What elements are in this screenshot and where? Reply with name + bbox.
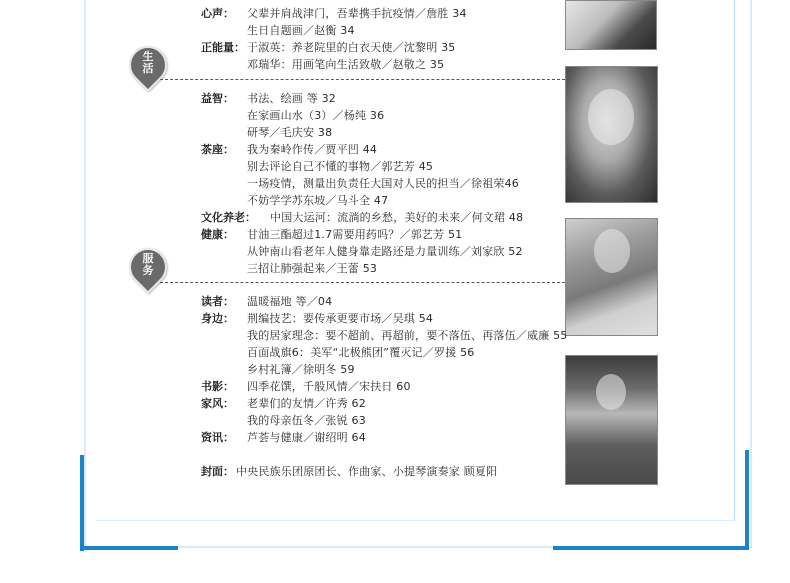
toc-entry[interactable]: 一场疫情，测量出负责任大国对人民的担当／徐祖荣46 (247, 177, 519, 190)
toc-category: 茶座： (201, 143, 234, 156)
toc-entry[interactable]: 中国大运河：流淌的乡愁，美好的未来／何文珺 48 (270, 211, 524, 224)
toc-entry[interactable]: 荆编技艺：要传承更要市场／吴琪 54 (247, 312, 434, 325)
section-divider-service (160, 282, 565, 283)
toc-entry[interactable]: 在家画山水（3）／杨纯 36 (247, 109, 385, 122)
toc-category: 书影： (201, 380, 234, 393)
toc-category: 文化养老： (201, 211, 256, 224)
toc-entry[interactable]: 别去评论自己不懂的事物／郭艺芳 45 (247, 160, 434, 173)
corner-accent-bottom-left (80, 455, 84, 551)
toc-category: 资讯： (201, 431, 234, 444)
cover-caption: 中央民族乐团原团长、作曲家、小提琴演奏家 顾夏阳 (236, 465, 498, 478)
toc-entry[interactable]: 老辈们的友情／许秀 62 (247, 397, 366, 410)
toc-entry[interactable]: 百面战旗6：美军“北极熊团”覆灭记／罗援 56 (247, 346, 475, 359)
toc-entry[interactable]: 我的母亲伍冬／张锐 63 (247, 414, 366, 427)
toc-entry[interactable]: 乡村礼簿／徐明冬 59 (247, 363, 355, 376)
corner-accent-bottom-left-h (80, 546, 178, 550)
toc-category: 益智： (201, 92, 234, 105)
toc-category: 家风： (201, 397, 234, 410)
photo-portrait-man-reading (565, 218, 658, 336)
toc-entry[interactable]: 于淑英：养老院里的白衣天使／沈黎明 35 (247, 41, 456, 54)
toc-entry[interactable]: 芦荟与健康／谢绍明 64 (247, 431, 366, 444)
frame-inner-bottom-line (96, 520, 736, 521)
toc-category: 身边： (201, 312, 234, 325)
toc-entry[interactable]: 温暖福地 等／04 (247, 295, 333, 308)
toc-category: 心声： (201, 7, 234, 20)
toc-entry[interactable]: 不妨学学苏东坡／马斗全 47 (247, 194, 389, 207)
frame-inner-right-line (734, 0, 735, 520)
photo-portrait-man-glasses (565, 66, 658, 203)
toc-category: 健康： (201, 228, 234, 241)
toc-entry[interactable]: 书法、绘画 等 32 (247, 92, 336, 105)
toc-category: 正能量： (201, 41, 245, 54)
photo-top (565, 0, 657, 50)
toc-entry[interactable]: 父辈并肩战津门，吾辈携手抗疫情／詹胜 34 (247, 7, 467, 20)
corner-accent-bottom-right (745, 450, 749, 550)
section-label-char: 服 务 (142, 252, 154, 277)
toc-entry[interactable]: 甘油三酯超过1.7需要用药吗？／郭艺芳 51 (247, 228, 463, 241)
toc-entry[interactable]: 生日自题画／赵衡 34 (247, 24, 355, 37)
photo-portrait-man-standing (565, 355, 658, 485)
section-label-life (129, 51, 167, 75)
toc-entry[interactable]: 我为秦岭作传／贾平凹 44 (247, 143, 378, 156)
toc-entry[interactable]: 我的居家理念：要不超前、再超前，要不落伍、再落伍／威廉 55 (247, 329, 568, 342)
toc-entry[interactable]: 邓瑞华：用画笔向生活致敬／赵敬之 35 (247, 58, 445, 71)
toc-entry[interactable]: 从钟南山看老年人健身靠走路还是力量训练／刘家欣 52 (247, 245, 523, 258)
corner-accent-bottom-right-h (553, 546, 749, 550)
section-divider-life (160, 79, 565, 80)
toc-category: 读者： (201, 295, 234, 308)
toc-entry[interactable]: 三招让肺强起来／王蕾 53 (247, 262, 378, 275)
section-label-char: 生 活 (142, 50, 154, 75)
section-label-service (129, 253, 167, 277)
toc-entry[interactable]: 研琴／毛庆安 38 (247, 126, 333, 139)
cover-caption-label: 封面： (201, 465, 234, 478)
toc-entry[interactable]: 四季花馔，千般风情／宋扶日 60 (247, 380, 411, 393)
